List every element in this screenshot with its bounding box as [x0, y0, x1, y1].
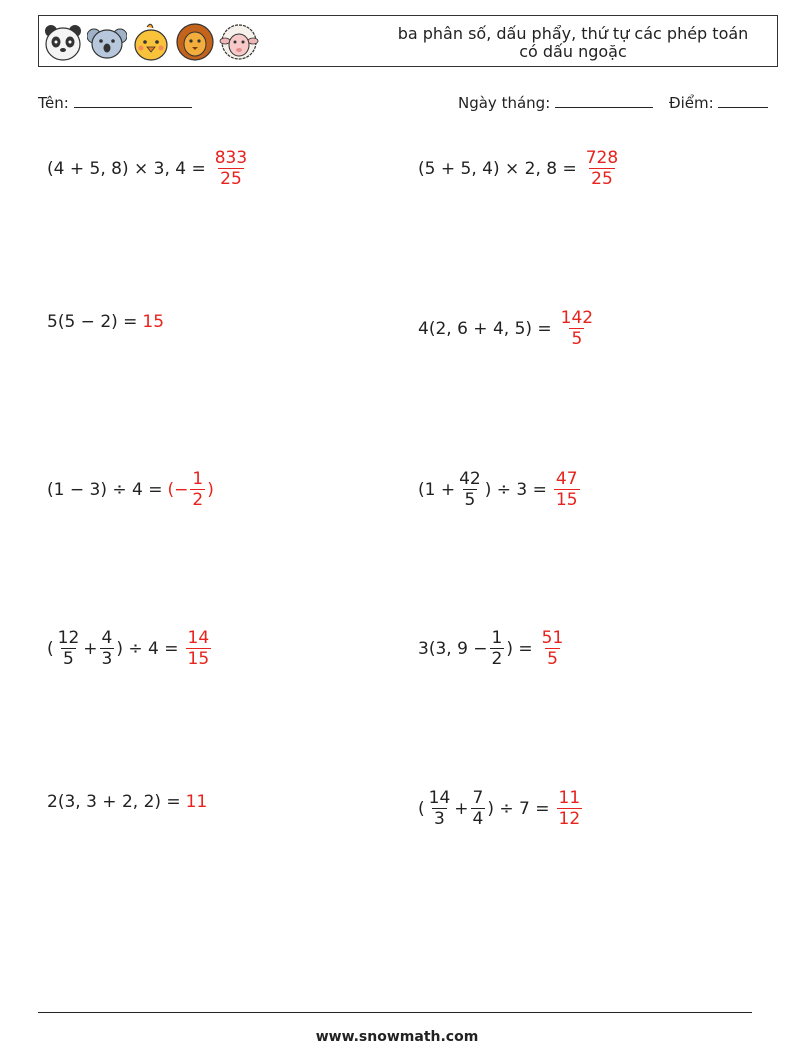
chick-icon	[131, 21, 171, 63]
operand-fraction	[490, 628, 505, 669]
plus-operator: +	[83, 638, 98, 659]
answer-value: 11	[185, 792, 208, 812]
answer-denominator: 12	[558, 809, 581, 829]
footer-url[interactable]: www.snowmath.com	[315, 1029, 479, 1045]
problem-expression-end: ) =	[506, 638, 533, 659]
answer-fraction	[584, 148, 620, 189]
operand-fraction-2	[100, 628, 115, 669]
worksheet-header	[38, 15, 778, 67]
fraction-denominator: 5	[63, 649, 74, 669]
problem-10	[418, 788, 584, 829]
answer-denominator: 15	[187, 649, 210, 669]
operand-fraction-2	[471, 788, 486, 829]
fraction-numerator: 42	[459, 469, 481, 489]
answer-open-paren: (−	[167, 479, 189, 500]
name-label: Tên:	[38, 94, 69, 112]
answer-fraction	[557, 788, 583, 829]
answer-numerator: 728	[585, 148, 619, 168]
operand-fraction-1	[427, 788, 453, 829]
fraction-numerator: 1	[491, 628, 503, 648]
answer-fraction	[186, 628, 212, 669]
answer-denominator: 5	[547, 649, 558, 669]
answer-numerator: 11	[558, 788, 581, 808]
date-blank[interactable]	[555, 93, 653, 108]
animal-icons	[43, 21, 259, 63]
problem-expression: 5(5 − 2) =	[47, 312, 138, 332]
problem-expression-start: (1 +	[418, 479, 456, 500]
answer-fraction	[554, 469, 580, 510]
problem-expression: (1 − 3) ÷ 4 =	[47, 479, 163, 500]
title-line-1: ba phân số, dấu phẩy, thứ tự các phép toán	[397, 24, 749, 43]
answer-fraction	[559, 308, 595, 349]
answer-fraction	[190, 469, 205, 510]
name-blank[interactable]	[74, 93, 192, 108]
panda-icon	[43, 21, 83, 63]
answer-close-paren: )	[207, 479, 214, 500]
plus-operator: +	[454, 798, 469, 819]
fraction-numerator: 12	[57, 628, 80, 648]
koala-icon	[87, 21, 127, 63]
fraction-denominator: 3	[101, 649, 113, 669]
date-field[interactable]	[458, 93, 653, 112]
answer-numerator: 51	[541, 628, 564, 648]
problem-expression-end: ) ÷ 7 =	[487, 798, 550, 819]
answer-fraction	[213, 148, 249, 189]
date-label: Ngày tháng:	[458, 94, 551, 112]
fraction-denominator: 5	[464, 490, 476, 510]
fraction-denominator: 3	[434, 809, 445, 829]
worksheet-title	[383, 25, 763, 61]
answer-numerator: 14	[187, 628, 210, 648]
operand-fraction-1	[56, 628, 82, 669]
problem-expression: 2(3, 3 + 2, 2) =	[47, 792, 181, 812]
title-line-2: có dấu ngoặc	[519, 42, 627, 61]
problem-4	[418, 308, 597, 349]
problem-5	[47, 469, 214, 510]
fraction-denominator: 2	[491, 649, 503, 669]
answer-denominator: 25	[220, 169, 242, 189]
answer-numerator: 47	[555, 469, 578, 489]
problem-expression: (5 + 5, 4) × 2, 8 =	[418, 158, 577, 179]
fraction-denominator: 4	[472, 809, 484, 829]
answer-numerator: 833	[214, 148, 248, 168]
problem-9	[47, 792, 207, 812]
problem-2	[418, 148, 622, 189]
score-field[interactable]	[669, 93, 768, 112]
answer-denominator: 25	[591, 169, 613, 189]
problem-1	[47, 148, 251, 189]
fraction-numerator: 4	[101, 628, 113, 648]
operand-fraction	[457, 469, 483, 510]
answer-denominator: 2	[192, 490, 204, 510]
problem-expression-start: (	[418, 798, 425, 819]
sheep-icon	[219, 21, 259, 63]
problem-3	[47, 312, 164, 332]
name-field[interactable]	[38, 93, 192, 112]
answer-fraction	[540, 628, 566, 669]
problem-8	[418, 628, 567, 669]
problem-expression: 4(2, 6 + 4, 5) =	[418, 318, 552, 339]
answer-numerator: 142	[560, 308, 594, 328]
answer-numerator: 1	[192, 469, 204, 489]
problem-expression: (4 + 5, 8) × 3, 4 =	[47, 158, 206, 179]
problem-expression-end: ) ÷ 3 =	[484, 479, 547, 500]
problem-7	[47, 628, 213, 669]
lion-icon	[175, 21, 215, 63]
problem-expression-start: (	[47, 638, 54, 659]
problem-6	[418, 469, 582, 510]
problem-expression-end: ) ÷ 4 =	[116, 638, 179, 659]
problem-expression-start: 3(3, 9 −	[418, 638, 488, 659]
answer-denominator: 15	[555, 490, 578, 510]
answer-value: 15	[142, 312, 165, 332]
score-blank[interactable]	[718, 93, 768, 108]
footer-divider	[38, 1012, 752, 1013]
fraction-numerator: 14	[428, 788, 451, 808]
fraction-numerator: 7	[472, 788, 484, 808]
score-label: Điểm:	[669, 94, 714, 112]
answer-denominator: 5	[571, 329, 583, 349]
